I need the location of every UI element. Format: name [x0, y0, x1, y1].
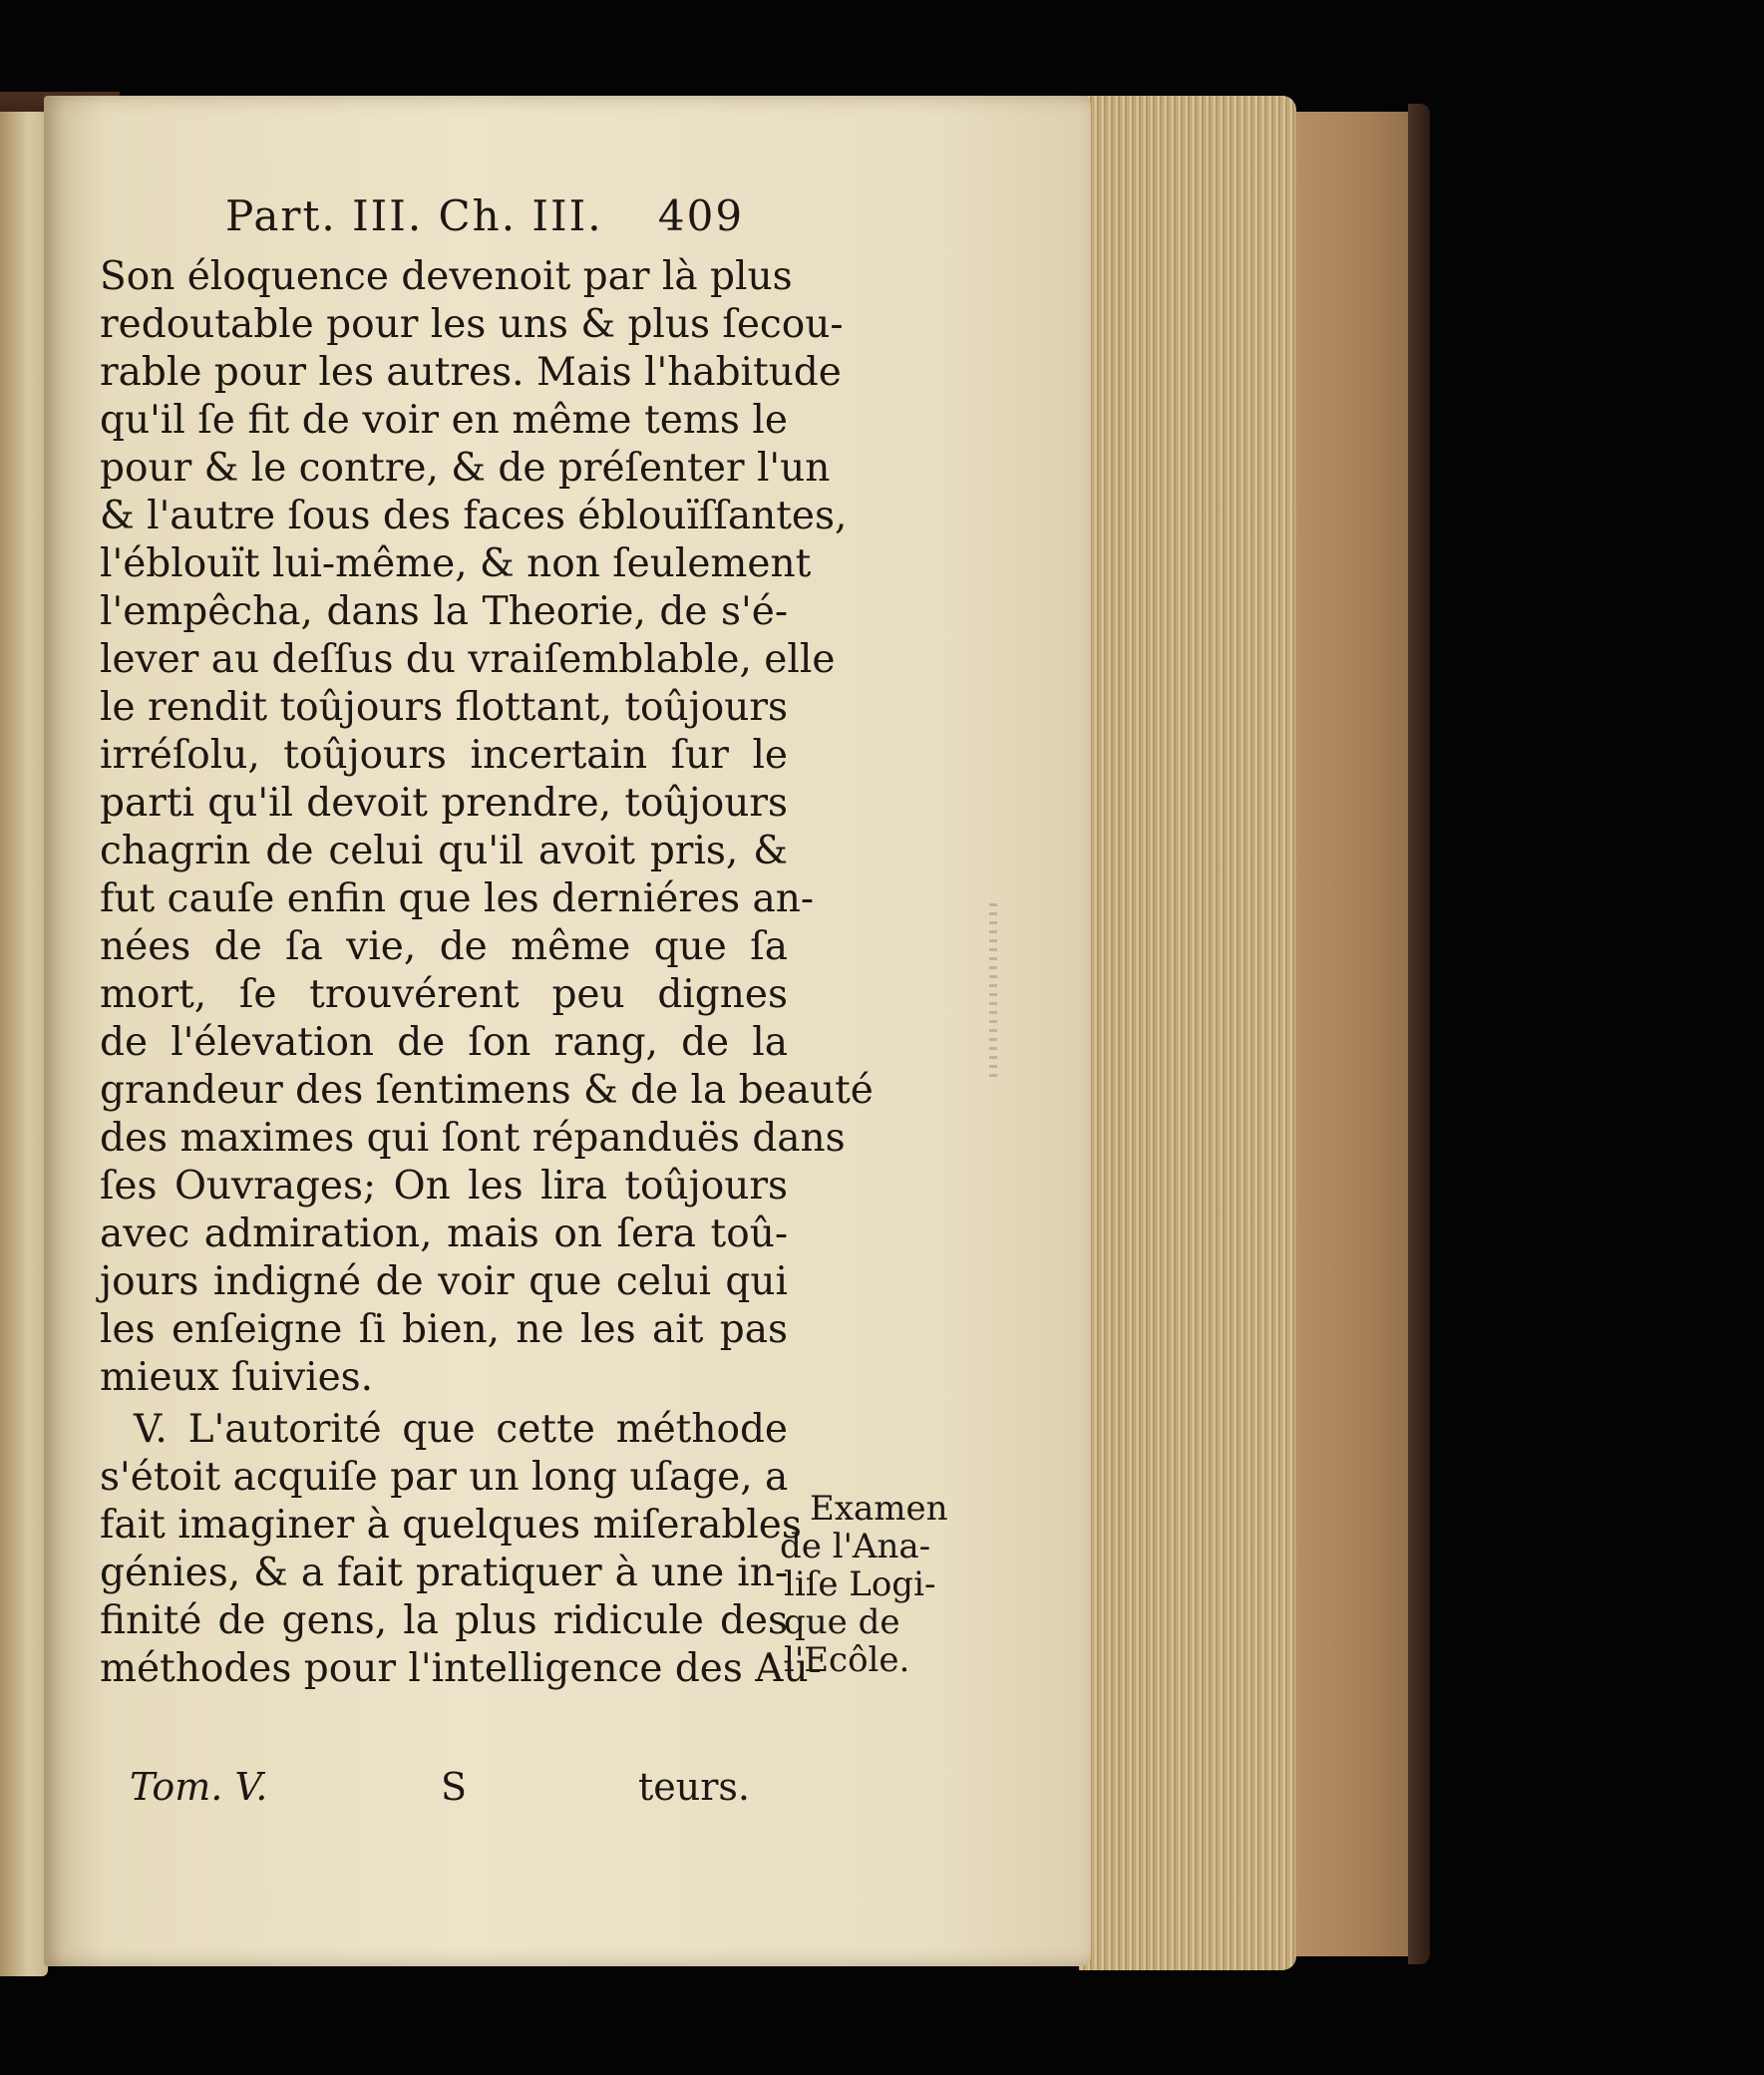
catchword: teurs. [638, 1765, 750, 1809]
text-line: mieux ſuivies. [100, 1355, 374, 1400]
paper-stain [989, 903, 997, 1083]
left-page-edge [0, 112, 48, 1976]
text-line: avec admiration, mais on ſera toû- [100, 1211, 788, 1256]
text-line: méthodes pour l'intelligence des Au- [100, 1646, 822, 1691]
text-line: de l'élevation de ſon rang, de la [100, 1020, 788, 1065]
text-line: ſes Ouvrages; On les lira toûjours [100, 1164, 788, 1209]
running-header [225, 191, 744, 240]
margin-note-line: l'Ecôle. [784, 1640, 910, 1680]
text-line: Son éloquence devenoit par là plus [100, 254, 793, 299]
volume-mark: Tom. V. [130, 1765, 268, 1809]
margin-note-line: liſe Logi- [784, 1564, 936, 1604]
text-line: le rendit toûjours flottant, toûjours [100, 685, 788, 730]
text-line: génies, & a fait pratiquer à une in- [100, 1551, 788, 1595]
text-line: redoutable pour les uns & plus ſecou- [100, 302, 844, 347]
text-line: mort, ſe trouvérent peu dignes [100, 972, 788, 1017]
text-line: l'éblouït lui-même, & non ſeulement [100, 541, 812, 586]
text-line: parti qu'il devoit prendre, toûjours [100, 781, 788, 826]
text-line: l'empêcha, dans la Theorie, de s'é- [100, 589, 788, 634]
text-line: chagrin de celui qu'il avoit pris, & [100, 829, 788, 873]
book-cover-edge [1408, 104, 1430, 1964]
text-line: rable pour les autres. Mais l'habitude [100, 350, 842, 395]
text-line: fut cauſe enfin que les derniéres an- [100, 876, 815, 921]
page-number: 409 [657, 191, 745, 240]
text-line: des maximes qui ſont répanduës dans [100, 1116, 846, 1161]
text-line: s'étoit acquiſe par un long uſage, a [100, 1455, 789, 1500]
text-line: grandeur des ſentimens & de la beauté [100, 1068, 874, 1113]
text-line: les enſeigne ſi bien, ne les ait pas [100, 1307, 788, 1352]
margin-note-line: que de [784, 1602, 900, 1642]
margin-note [780, 1490, 949, 1679]
text-line: irréſolu, toûjours incertain ſur le [100, 733, 788, 778]
running-title: Part. III. Ch. III. [225, 191, 603, 240]
text-line: jours indigné de voir que celui qui [100, 1259, 788, 1304]
margin-note-line: Examen [810, 1489, 948, 1529]
text-line: & l'autre ſous des faces éblouïſſantes, [100, 494, 848, 538]
page-edges [1079, 96, 1296, 1970]
text-line: lever au deſſus du vraiſemblable, elle [100, 637, 836, 682]
text-line: nées de ſa vie, de même que ſa [100, 924, 788, 969]
text-line: fait imaginer à quelques miſerables [100, 1503, 802, 1548]
text-line: qu'il ſe fit de voir en même tems le [100, 398, 788, 443]
signature-mark: S [441, 1765, 468, 1809]
text-line: pour & le contre, & de préſenter l'un [100, 446, 831, 491]
margin-note-line: de l'Ana- [780, 1527, 931, 1566]
paragraph-start-line: V. L'autorité que cette méthode [134, 1407, 788, 1452]
text-line: finité de gens, la plus ridicule des [100, 1598, 788, 1643]
